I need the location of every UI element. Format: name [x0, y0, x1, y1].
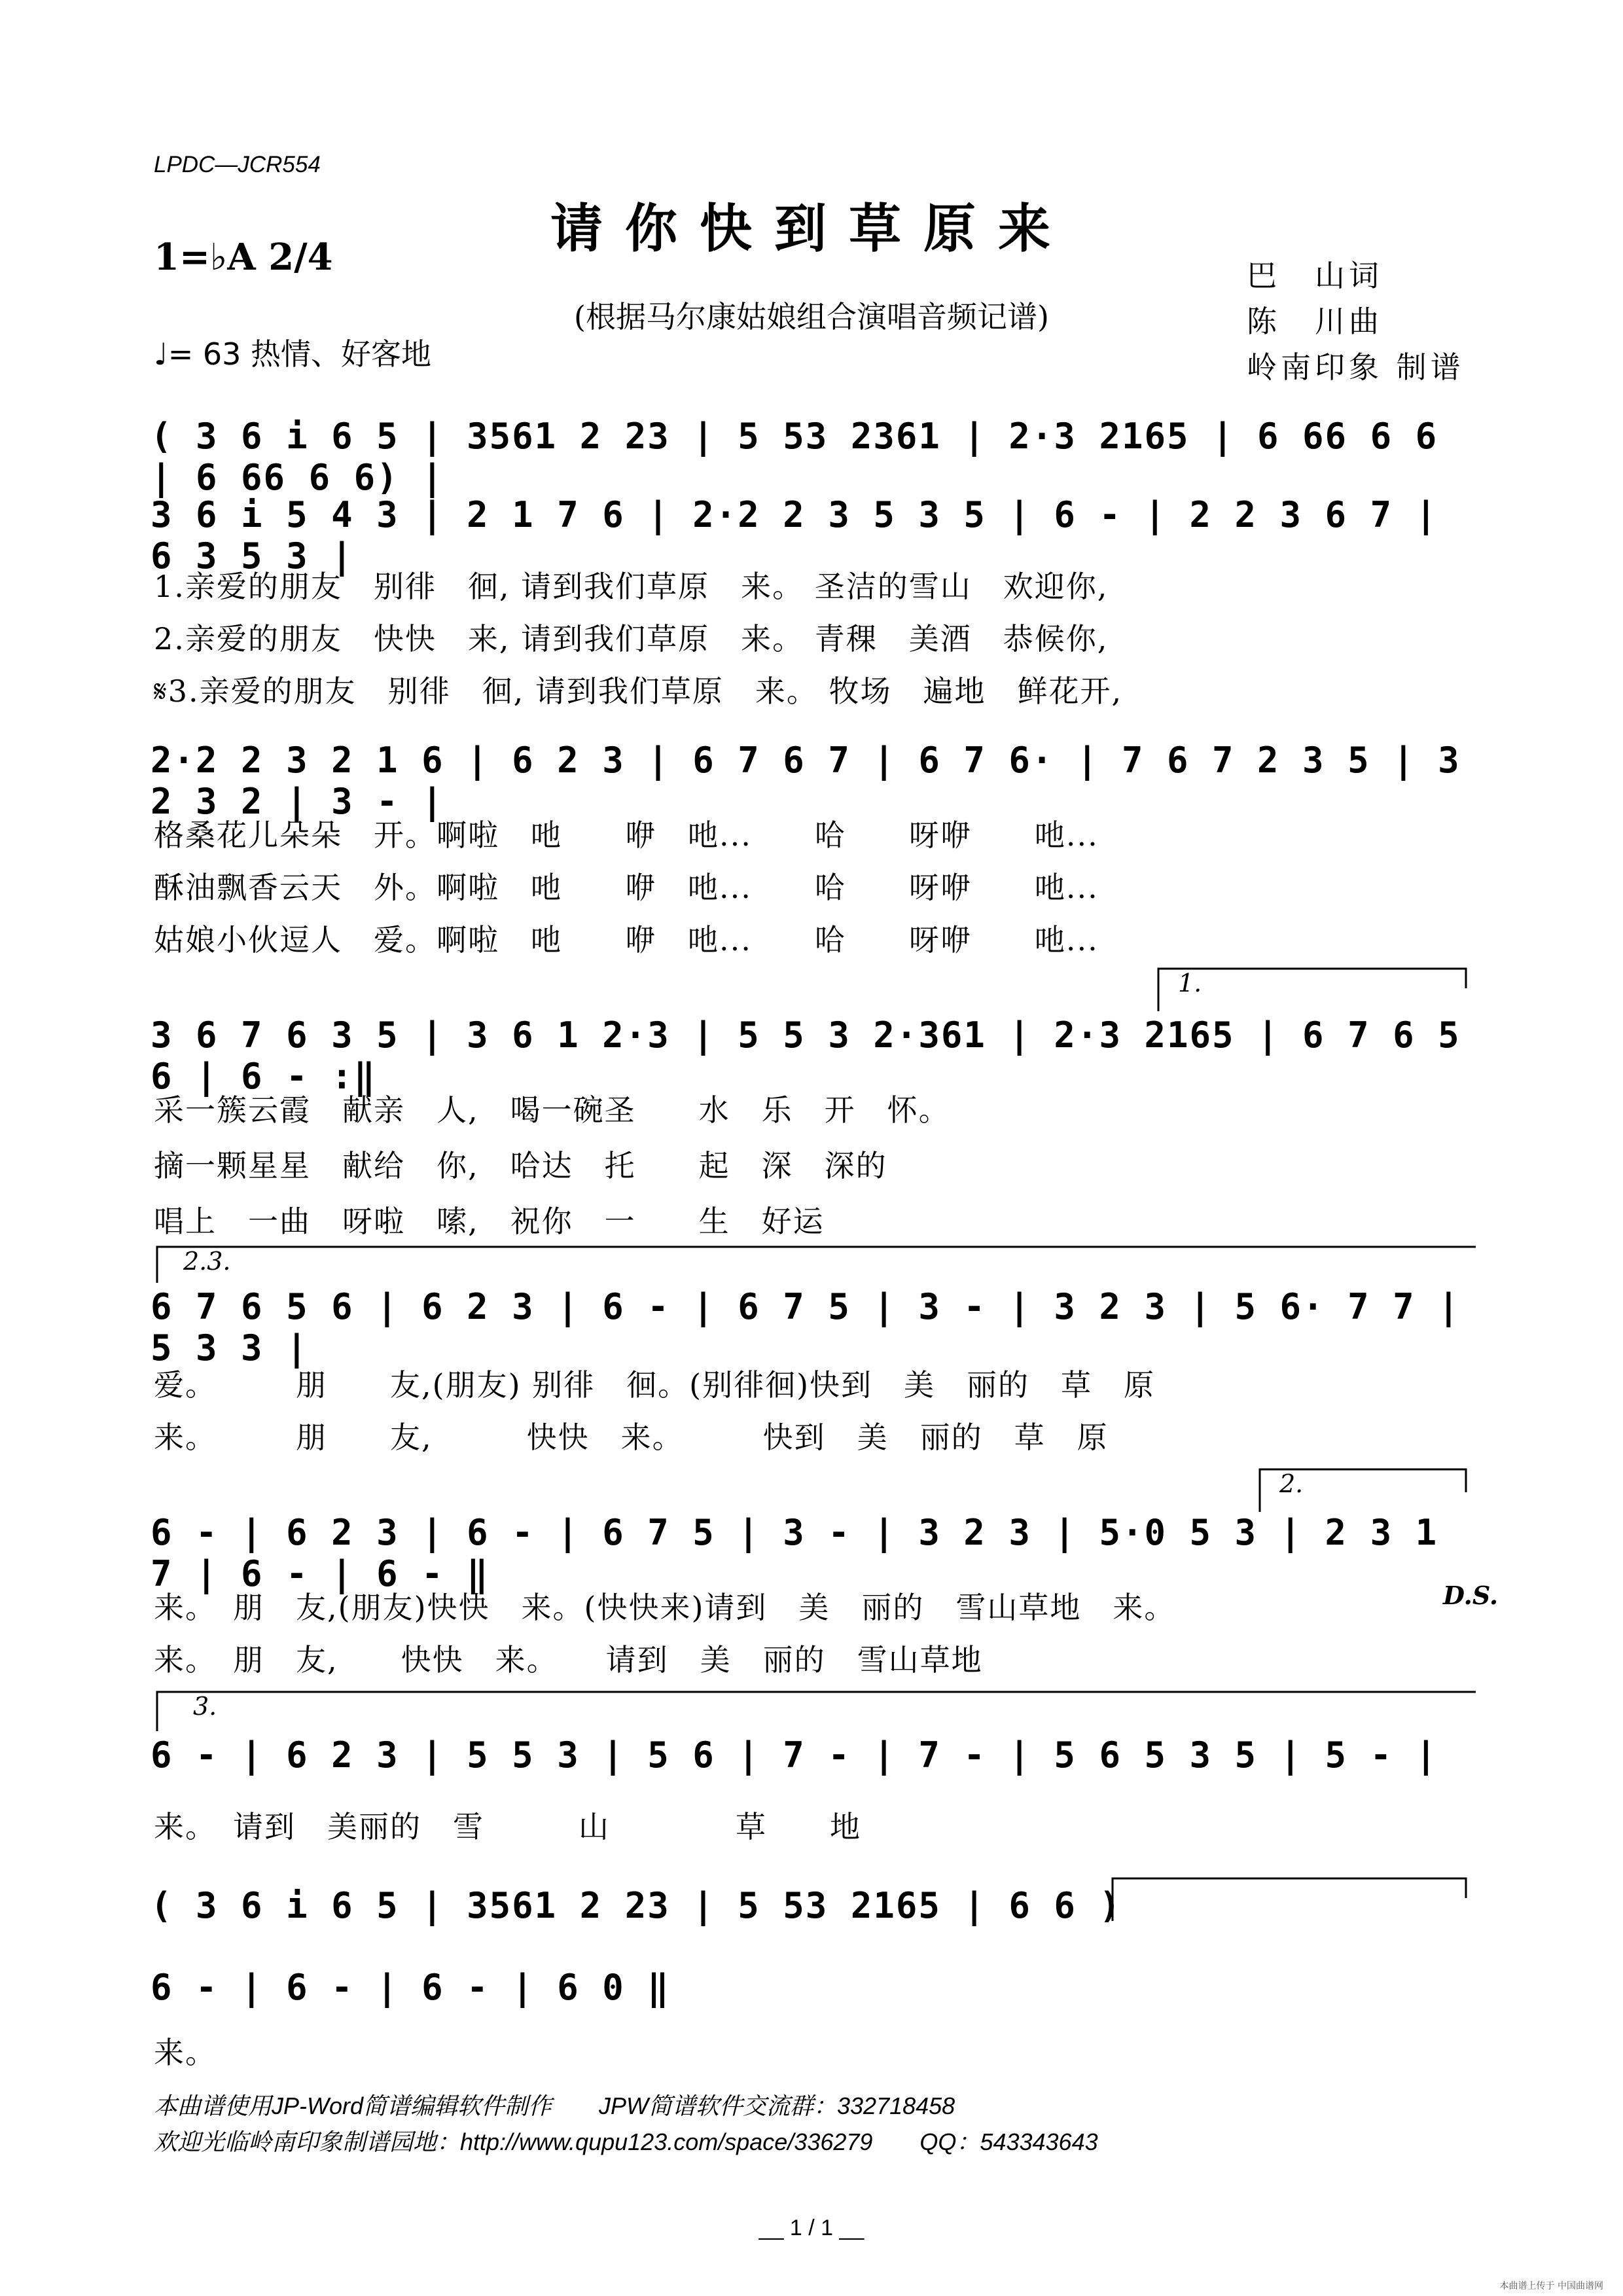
- notation-line: 3 6 i 5 4 3 | 2 1 7 6 | 2·2 2 3 5 3 5 | 6 - | 2 2 3 6 7 | 6 3 5 3 |: [151, 494, 1438, 577]
- lyric-line: 采一簇云霞 献亲 人, 喝一碗圣 水 乐 开 怀。: [154, 1092, 950, 1128]
- volta-marker: 2.3.: [183, 1247, 231, 1276]
- site-stamp: 本曲谱上传于 中国曲谱网: [1499, 2281, 1603, 2291]
- lyric-line: 来。 朋 友, 快快 来。 快到 美 丽的 草 原: [154, 1420, 1109, 1455]
- subtitle: (根据马尔康姑娘组合演唱音频记谱): [574, 299, 1049, 334]
- volta-marker: 2.: [1279, 1469, 1304, 1498]
- footer-website-note: 欢迎光临岭南印象制谱园地：http://www.qupu123.com/space/336279 QQ：543343643: [154, 2128, 1098, 2155]
- lyric-line: 1.亲爱的朋友 别徘 徊, 请到我们草原 来。 圣洁的雪山 欢迎你,: [154, 569, 1109, 604]
- lyric-line: 爱。 朋 友,(朋友) 别徘 徊。(别徘徊)快到 美 丽的 草 原: [154, 1367, 1156, 1403]
- lyric-line: 来。 请到 美丽的 雪 山 草 地: [154, 1809, 861, 1844]
- volta-bracket-3: [157, 1692, 1476, 1731]
- song-title: 请你快到草原来: [550, 198, 1073, 259]
- dal-segno-mark: D.S.: [1443, 1581, 1499, 1610]
- lyric-line: 2.亲爱的朋友 快快 来, 请到我们草原 来。 青稞 美酒 恭候你,: [154, 621, 1109, 656]
- notation-line: 2·2 2 3 2 1 6 | 6 2 3 | 6 7 6 7 | 6 7 6· | 7 6 7 2 3 5 | 3 2 3 2 | 3 - |: [151, 740, 1461, 822]
- notation-line: 6 - | 6 2 3 | 5 5 3 | 5 6 | 7 - | 7 - | 5 6 5 3 5 | 5 - |: [151, 1734, 1438, 1776]
- volta-bracket-1: [1158, 969, 1466, 1011]
- lyric-line: 摘一颗星星 献给 你, 哈达 托 起 深 深的: [154, 1148, 887, 1183]
- lyric-line: 唱上 一曲 呀啦 嗦, 祝你 一 生 好运: [154, 1204, 825, 1239]
- lyric-line: 来。: [154, 2035, 217, 2070]
- notation-line: ( 3 6 i 6 5 | 3561 2 23 | 5 53 2165 | 6 6 ): [151, 1885, 1122, 1926]
- notation-line: 6 - | 6 2 3 | 6 - | 6 7 5 | 3 - | 3 2 3 | 5·0 5 3 | 2 3 1 7 | 6 - | 6 - ‖: [151, 1512, 1438, 1594]
- lyric-line: 𝄋3.亲爱的朋友 别徘 徊, 请到我们草原 来。 牧场 遍地 鲜花开,: [154, 673, 1123, 709]
- arranger-credit: 岭南印象 制谱: [1247, 350, 1465, 385]
- lyric-line: 姑娘小伙逗人 爱。啊啦 吔 咿 吔... 哈 呀咿 吔...: [154, 922, 1099, 958]
- notation-line: 6 7 6 5 6 | 6 2 3 | 6 - | 6 7 5 | 3 - | 3 2 3 | 5 6· 7 7 | 5 3 3 |: [151, 1286, 1461, 1369]
- footer-software-note: 本曲谱使用JP-Word简谱编辑软件制作 JPW简谱软件交流群：332718458: [154, 2092, 955, 2119]
- volta-bracket-2-3: [157, 1247, 1476, 1283]
- volta-marker: 1.: [1178, 969, 1202, 997]
- lyricist-credit: 巴 山词: [1247, 258, 1383, 293]
- coda-bracket: [1113, 1878, 1466, 1921]
- volta-bracket-2: [1260, 1469, 1466, 1512]
- notation-line: 6 - | 6 - | 6 - | 6 0 ‖: [151, 1967, 670, 2008]
- lyric-line: 来。 朋 友,(朋友)快快 来。(快快来)请到 美 丽的 雪山草地 来。: [154, 1590, 1176, 1625]
- composer-credit: 陈 川曲: [1247, 304, 1383, 339]
- lyric-line: 格桑花儿朵朵 开。啊啦 吔 咿 吔... 哈 呀咿 吔...: [154, 817, 1099, 853]
- key-signature: 1=♭A 2/4: [154, 236, 333, 279]
- notation-line: ( 3 6 i 6 5 | 3561 2 23 | 5 53 2361 | 2·3 2165 | 6 66 6 6 | 6 66 6 6) |: [151, 416, 1438, 498]
- score-code: LPDC—JCR554: [154, 152, 321, 177]
- tempo-marking: ♩= 63 热情、好客地: [154, 336, 432, 372]
- lyric-line: 来。 朋 友, 快快 来。 请到 美 丽的 雪山草地: [154, 1642, 983, 1677]
- page-number: __ 1 / 1 __: [758, 2215, 865, 2240]
- notation-line: 3 6 7 6 3 5 | 3 6 1 2·3 | 5 5 3 2·361 | 2·3 2165 | 6 7 6 5 6 | 6 - :‖: [151, 1014, 1461, 1097]
- lyric-line: 酥油飘香云天 外。啊啦 吔 咿 吔... 哈 呀咿 吔...: [154, 870, 1099, 905]
- volta-marker: 3.: [193, 1692, 217, 1721]
